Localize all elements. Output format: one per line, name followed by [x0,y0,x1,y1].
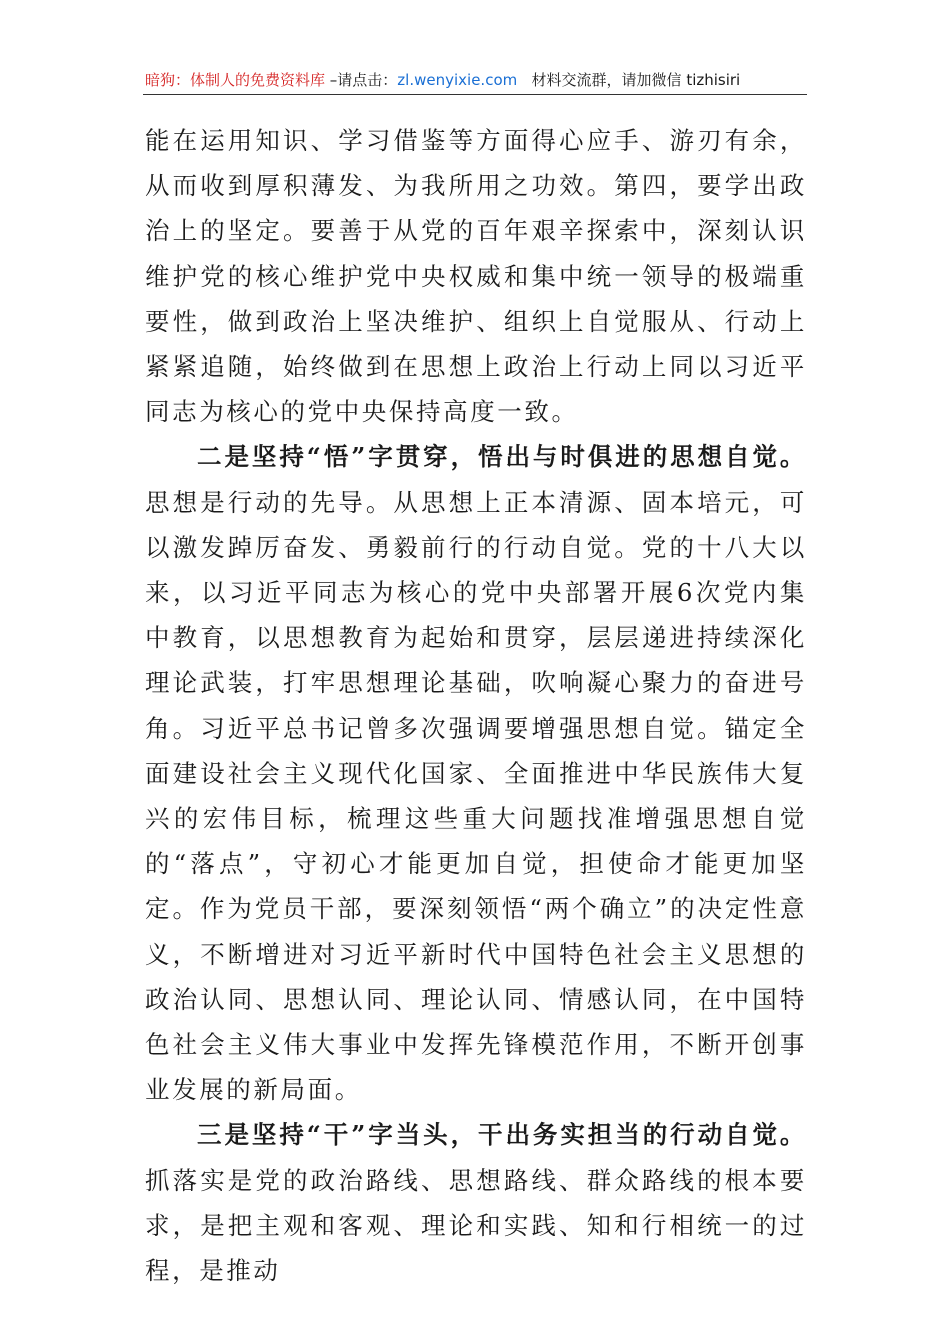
paragraph-text: 能在运用知识、学习借鉴等方面得心应手、游刃有余，从而收到厚积薄发、为我所用之功效。第四，要学出政治上的坚定。要善于从党的百年艰辛探索中，深刻认识维护党的核心维护党中央权威和集中统一领导的极端重要性，做到政治上坚决维护、组织上自觉服从、行动上紧紧追随，始终做到在思想上政治上行动上同以习近平同志为核心的党中央保持高度一致。 [145,126,807,427]
header-divider [143,94,807,95]
header-link[interactable]: zl.wenyixie.com [397,71,518,89]
paragraph-text: 抓落实是党的政治路线、思想路线、群众路线的根本要求，是把主观和客观、理论和实践、知和行相统一的过程，是推动 [145,1165,807,1286]
paragraph-continued [145,118,807,434]
section-heading: 三是坚持“干”字当头，干出务实担当的行动自觉。 [197,1120,807,1150]
header-contact-text [517,71,740,89]
header-brand-text: 暗狗：体制人的免费资料库 [145,71,326,89]
paragraph-section-three [145,1112,807,1293]
document-body [145,118,807,1293]
header-separator: –请点击： [325,71,398,89]
page-header [145,66,805,94]
paragraph-section-two [145,434,807,1112]
paragraph-text: 思想是行动的先导。从思想上正本清源、固本培元，可以激发踔厉奋发、勇毅前行的行动自觉。党的十八大以来，以习近平同志为核心的党中央部署开展6次党内集中教育，以思想教育为起始和贯穿，层层递进持续深化理论武装，打牢思想理论基础，吹响凝心聚力的奋进号角。习近平总书记曾多次强调要增强思想自觉。锚定全面建设社会主义现代化国家、全面推进中华民族伟大复兴的宏伟目标，梳理这些重大问题找准增强思想自觉的“落点”，守初心才能更加自觉，担使命才能更加坚定。作为党员干部，要深刻领悟“两个确立”的决定性意义，不断增进对习近平新时代中国特色社会主义思想的政治认同、思想认同、理论认同、情感认同，在中国特色社会主义伟大事业中发挥先锋模范作用，不断开创事业发展的新局面。 [145,487,807,1105]
header-contact-label: 材料交流群，请加微信 tizhisiri [531,71,741,89]
section-heading: 二是坚持“悟”字贯穿，悟出与时俱进的思想自觉。 [197,442,807,472]
